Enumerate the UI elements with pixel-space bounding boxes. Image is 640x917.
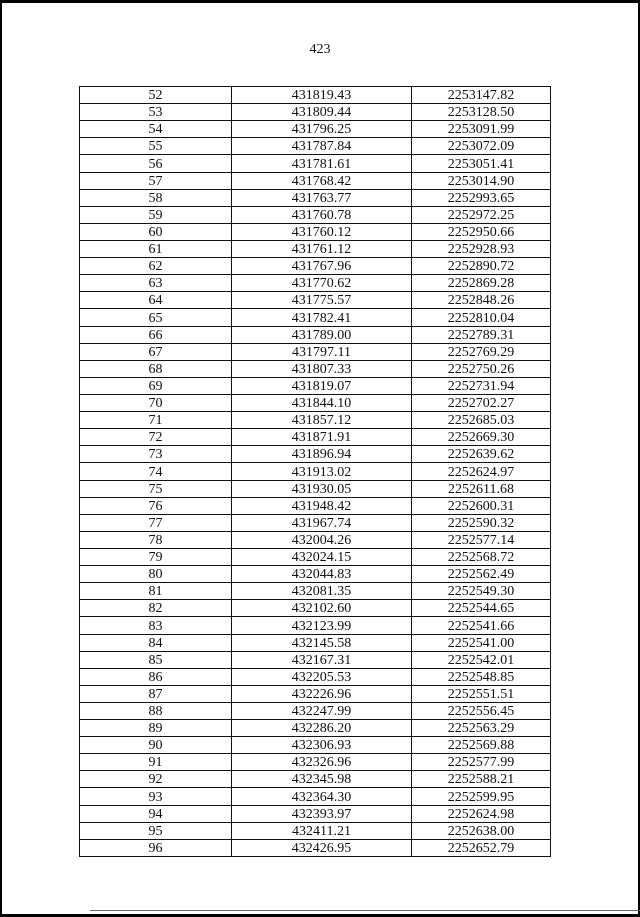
y-coordinate-cell: 2252542.01 — [412, 651, 551, 668]
table-row — [80, 292, 551, 309]
y-coordinate-cell: 2252869.28 — [412, 275, 551, 292]
point-number-cell: 86 — [80, 668, 232, 685]
point-number-cell: 73 — [80, 446, 232, 463]
table-row — [80, 771, 551, 788]
table-row — [80, 617, 551, 634]
x-coordinate-cell: 431770.62 — [232, 275, 412, 292]
x-coordinate-cell: 432426.95 — [232, 839, 412, 856]
table-row — [80, 155, 551, 172]
point-number-cell: 83 — [80, 617, 232, 634]
y-coordinate-cell: 2252731.94 — [412, 377, 551, 394]
y-coordinate-cell: 2252569.88 — [412, 737, 551, 754]
point-number-cell: 75 — [80, 480, 232, 497]
x-coordinate-cell: 432024.15 — [232, 548, 412, 565]
y-coordinate-cell: 2252599.95 — [412, 788, 551, 805]
point-number-cell: 76 — [80, 497, 232, 514]
table-row — [80, 258, 551, 275]
x-coordinate-cell: 431844.10 — [232, 394, 412, 411]
y-coordinate-cell: 2252848.26 — [412, 292, 551, 309]
point-number-cell: 71 — [80, 412, 232, 429]
x-coordinate-cell: 432364.30 — [232, 788, 412, 805]
x-coordinate-cell: 431797.11 — [232, 343, 412, 360]
coordinates-table-body — [80, 87, 551, 857]
x-coordinate-cell: 431871.91 — [232, 429, 412, 446]
point-number-cell: 70 — [80, 394, 232, 411]
x-coordinate-cell: 432167.31 — [232, 651, 412, 668]
x-coordinate-cell: 431819.43 — [232, 87, 412, 104]
y-coordinate-cell: 2252568.72 — [412, 548, 551, 565]
y-coordinate-cell: 2252789.31 — [412, 326, 551, 343]
point-number-cell: 52 — [80, 87, 232, 104]
x-coordinate-cell: 431775.57 — [232, 292, 412, 309]
x-coordinate-cell: 432081.35 — [232, 583, 412, 600]
y-coordinate-cell: 2252541.66 — [412, 617, 551, 634]
point-number-cell: 55 — [80, 138, 232, 155]
table-row — [80, 634, 551, 651]
table-row — [80, 548, 551, 565]
x-coordinate-cell: 432226.96 — [232, 685, 412, 702]
point-number-cell: 61 — [80, 240, 232, 257]
y-coordinate-cell: 2252577.14 — [412, 531, 551, 548]
point-number-cell: 79 — [80, 548, 232, 565]
table-row — [80, 360, 551, 377]
table-row — [80, 668, 551, 685]
point-number-cell: 54 — [80, 121, 232, 138]
point-number-cell: 90 — [80, 737, 232, 754]
scan-edge-line — [90, 910, 640, 911]
x-coordinate-cell: 431796.25 — [232, 121, 412, 138]
table-row — [80, 531, 551, 548]
x-coordinate-cell: 431819.07 — [232, 377, 412, 394]
y-coordinate-cell: 2252810.04 — [412, 309, 551, 326]
table-row — [80, 600, 551, 617]
x-coordinate-cell: 431913.02 — [232, 463, 412, 480]
x-coordinate-cell: 432205.53 — [232, 668, 412, 685]
table-row — [80, 206, 551, 223]
table-row — [80, 497, 551, 514]
y-coordinate-cell: 2253014.90 — [412, 172, 551, 189]
x-coordinate-cell: 432306.93 — [232, 737, 412, 754]
x-coordinate-cell: 432326.96 — [232, 754, 412, 771]
table-row — [80, 702, 551, 719]
table-row — [80, 104, 551, 121]
y-coordinate-cell: 2253051.41 — [412, 155, 551, 172]
table-row — [80, 275, 551, 292]
y-coordinate-cell: 2252702.27 — [412, 394, 551, 411]
point-number-cell: 88 — [80, 702, 232, 719]
y-coordinate-cell: 2252638.00 — [412, 822, 551, 839]
point-number-cell: 66 — [80, 326, 232, 343]
x-coordinate-cell: 432044.83 — [232, 566, 412, 583]
y-coordinate-cell: 2252544.65 — [412, 600, 551, 617]
y-coordinate-cell: 2252588.21 — [412, 771, 551, 788]
y-coordinate-cell: 2252993.65 — [412, 189, 551, 206]
x-coordinate-cell: 431807.33 — [232, 360, 412, 377]
table-row — [80, 309, 551, 326]
y-coordinate-cell: 2252611.68 — [412, 480, 551, 497]
table-row — [80, 805, 551, 822]
y-coordinate-cell: 2252551.51 — [412, 685, 551, 702]
point-number-cell: 92 — [80, 771, 232, 788]
point-number-cell: 63 — [80, 275, 232, 292]
x-coordinate-cell: 431768.42 — [232, 172, 412, 189]
y-coordinate-cell: 2252600.31 — [412, 497, 551, 514]
y-coordinate-cell: 2252590.32 — [412, 514, 551, 531]
table-row — [80, 343, 551, 360]
table-row — [80, 839, 551, 856]
y-coordinate-cell: 2252950.66 — [412, 223, 551, 240]
x-coordinate-cell: 432247.99 — [232, 702, 412, 719]
x-coordinate-cell: 431930.05 — [232, 480, 412, 497]
x-coordinate-cell: 432004.26 — [232, 531, 412, 548]
y-coordinate-cell: 2252548.85 — [412, 668, 551, 685]
x-coordinate-cell: 432286.20 — [232, 720, 412, 737]
table-row — [80, 754, 551, 771]
point-number-cell: 80 — [80, 566, 232, 583]
table-row — [80, 788, 551, 805]
table-row — [80, 326, 551, 343]
y-coordinate-cell: 2252577.99 — [412, 754, 551, 771]
table-row — [80, 822, 551, 839]
y-coordinate-cell: 2252624.98 — [412, 805, 551, 822]
table-row — [80, 720, 551, 737]
x-coordinate-cell: 431857.12 — [232, 412, 412, 429]
y-coordinate-cell: 2252624.97 — [412, 463, 551, 480]
point-number-cell: 58 — [80, 189, 232, 206]
table-row — [80, 172, 551, 189]
table-row — [80, 480, 551, 497]
point-number-cell: 94 — [80, 805, 232, 822]
table-row — [80, 651, 551, 668]
point-number-cell: 81 — [80, 583, 232, 600]
x-coordinate-cell: 432411.21 — [232, 822, 412, 839]
x-coordinate-cell: 432123.99 — [232, 617, 412, 634]
y-coordinate-cell: 2253072.09 — [412, 138, 551, 155]
y-coordinate-cell: 2252685.03 — [412, 412, 551, 429]
table-row — [80, 138, 551, 155]
table-row — [80, 240, 551, 257]
table-row — [80, 583, 551, 600]
table-row — [80, 223, 551, 240]
table-row — [80, 189, 551, 206]
point-number-cell: 87 — [80, 685, 232, 702]
y-coordinate-cell: 2253091.99 — [412, 121, 551, 138]
table-row — [80, 446, 551, 463]
y-coordinate-cell: 2252652.79 — [412, 839, 551, 856]
x-coordinate-cell: 432102.60 — [232, 600, 412, 617]
y-coordinate-cell: 2252541.00 — [412, 634, 551, 651]
y-coordinate-cell: 2253147.82 — [412, 87, 551, 104]
point-number-cell: 77 — [80, 514, 232, 531]
page-number: 423 — [309, 42, 331, 57]
x-coordinate-cell: 431967.74 — [232, 514, 412, 531]
point-number-cell: 62 — [80, 258, 232, 275]
x-coordinate-cell: 432393.97 — [232, 805, 412, 822]
point-number-cell: 84 — [80, 634, 232, 651]
y-coordinate-cell: 2252890.72 — [412, 258, 551, 275]
y-coordinate-cell: 2252928.93 — [412, 240, 551, 257]
coordinates-table — [79, 86, 551, 857]
y-coordinate-cell: 2252972.25 — [412, 206, 551, 223]
x-coordinate-cell: 432145.58 — [232, 634, 412, 651]
point-number-cell: 96 — [80, 839, 232, 856]
point-number-cell: 91 — [80, 754, 232, 771]
table-row — [80, 87, 551, 104]
x-coordinate-cell: 431789.00 — [232, 326, 412, 343]
x-coordinate-cell: 431760.12 — [232, 223, 412, 240]
x-coordinate-cell: 431896.94 — [232, 446, 412, 463]
point-number-cell: 56 — [80, 155, 232, 172]
y-coordinate-cell: 2252639.62 — [412, 446, 551, 463]
page-frame-left — [0, 0, 2, 917]
x-coordinate-cell: 432345.98 — [232, 771, 412, 788]
table-row — [80, 394, 551, 411]
table-row — [80, 737, 551, 754]
point-number-cell: 65 — [80, 309, 232, 326]
point-number-cell: 60 — [80, 223, 232, 240]
point-number-cell: 67 — [80, 343, 232, 360]
point-number-cell: 74 — [80, 463, 232, 480]
x-coordinate-cell: 431761.12 — [232, 240, 412, 257]
table-row — [80, 514, 551, 531]
page-frame-top — [0, 0, 640, 3]
point-number-cell: 69 — [80, 377, 232, 394]
x-coordinate-cell: 431767.96 — [232, 258, 412, 275]
point-number-cell: 89 — [80, 720, 232, 737]
y-coordinate-cell: 2252556.45 — [412, 702, 551, 719]
y-coordinate-cell: 2252549.30 — [412, 583, 551, 600]
table-row — [80, 566, 551, 583]
y-coordinate-cell: 2252562.49 — [412, 566, 551, 583]
table-row — [80, 412, 551, 429]
x-coordinate-cell: 431781.61 — [232, 155, 412, 172]
point-number-cell: 82 — [80, 600, 232, 617]
point-number-cell: 72 — [80, 429, 232, 446]
table-row — [80, 685, 551, 702]
y-coordinate-cell: 2253128.50 — [412, 104, 551, 121]
x-coordinate-cell: 431948.42 — [232, 497, 412, 514]
x-coordinate-cell: 431763.77 — [232, 189, 412, 206]
x-coordinate-cell: 431760.78 — [232, 206, 412, 223]
table-row — [80, 121, 551, 138]
point-number-cell: 95 — [80, 822, 232, 839]
point-number-cell: 53 — [80, 104, 232, 121]
point-number-cell: 68 — [80, 360, 232, 377]
x-coordinate-cell: 431787.84 — [232, 138, 412, 155]
table-row — [80, 463, 551, 480]
x-coordinate-cell: 431809.44 — [232, 104, 412, 121]
x-coordinate-cell: 431782.41 — [232, 309, 412, 326]
y-coordinate-cell: 2252750.26 — [412, 360, 551, 377]
table-row — [80, 429, 551, 446]
y-coordinate-cell: 2252669.30 — [412, 429, 551, 446]
point-number-cell: 93 — [80, 788, 232, 805]
point-number-cell: 78 — [80, 531, 232, 548]
y-coordinate-cell: 2252769.29 — [412, 343, 551, 360]
table-row — [80, 377, 551, 394]
point-number-cell: 59 — [80, 206, 232, 223]
y-coordinate-cell: 2252563.29 — [412, 720, 551, 737]
point-number-cell: 57 — [80, 172, 232, 189]
point-number-cell: 85 — [80, 651, 232, 668]
point-number-cell: 64 — [80, 292, 232, 309]
